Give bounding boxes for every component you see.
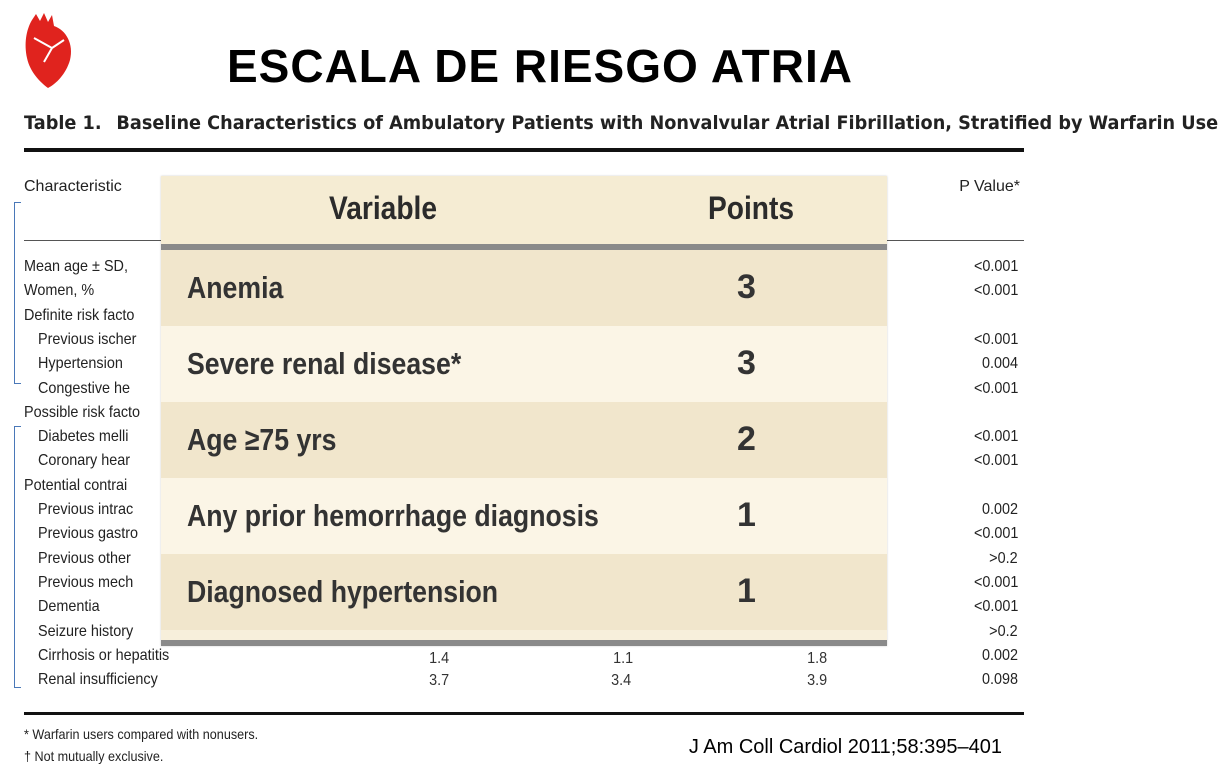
- bg-row-label: Hypertension: [38, 355, 123, 372]
- table-bottom-rule: [24, 712, 1024, 715]
- row-variable: Diagnosed hypertension: [187, 574, 499, 609]
- bracket-1: [14, 202, 21, 384]
- bg-row-label: Seizure history: [38, 623, 134, 640]
- bg-row-label: Renal insufficiency: [38, 671, 158, 688]
- bg-row-label: Previous ischer: [38, 331, 137, 348]
- bg-row-pvalue: <0.001: [973, 258, 1018, 275]
- bg-row-label: Definite risk facto: [24, 307, 135, 324]
- row-points: 3: [737, 344, 756, 382]
- cirrhosis-val-3: 1.8: [807, 650, 828, 667]
- bg-row-pvalue: <0.001: [973, 331, 1018, 348]
- atria-row: [161, 478, 887, 554]
- bg-row-label: Coronary hear: [38, 452, 131, 469]
- footnote-1: * Warfarin users compared with nonusers.: [24, 726, 259, 742]
- bg-row-pvalue: <0.001: [973, 428, 1018, 445]
- bg-row-label: Mean age ± SD,: [24, 258, 128, 275]
- bg-row-pvalue: <0.001: [973, 452, 1018, 469]
- bg-row-label: Dementia: [38, 598, 100, 615]
- row-points: 1: [737, 572, 756, 610]
- table-number: Table 1.: [24, 112, 102, 134]
- atria-row: [161, 326, 887, 402]
- bg-row-pvalue: 0.002: [981, 647, 1018, 664]
- citation: J Am Coll Cardiol 2011;58:395–401: [688, 736, 1002, 758]
- cirrhosis-val-1: 1.4: [429, 650, 450, 667]
- bg-row-label: Previous mech: [38, 574, 134, 591]
- bg-row-label: Previous intrac: [38, 501, 134, 518]
- renal-val-3: 3.9: [807, 672, 828, 689]
- bg-row-pvalue: 0.002: [981, 501, 1018, 518]
- bracket-2: [14, 426, 21, 688]
- bg-row-label: Cirrhosis or hepatitis: [38, 647, 170, 664]
- bg-row-label: Possible risk facto: [24, 404, 141, 421]
- row-variable: Any prior hemorrhage diagnosis: [187, 498, 599, 533]
- renal-val-1: 3.7: [429, 672, 450, 689]
- atria-table-header: [161, 176, 887, 250]
- atria-row: [161, 554, 887, 630]
- header-variable: Variable: [329, 190, 438, 226]
- bg-row-pvalue: 0.098: [981, 671, 1018, 688]
- atria-row: [161, 250, 887, 326]
- bg-row-pvalue: <0.001: [973, 574, 1018, 591]
- header-points: Points: [708, 190, 795, 226]
- row-variable: Anemia: [187, 270, 284, 305]
- slide-title: ESCALA DE RIESGO ATRIA: [227, 40, 853, 92]
- bg-row-label: Potential contrai: [24, 477, 128, 494]
- table-caption: [24, 112, 1218, 134]
- bg-row-label: Previous other: [38, 550, 131, 567]
- atria-table-bottom-rule: [161, 640, 887, 646]
- col-pvalue: P Value*: [959, 178, 1020, 195]
- table-caption-text: Baseline Characteristics of Ambulatory Patients with Nonvalvular Atrial Fibrillation, Stratified by Warfarin Use: [116, 112, 1218, 134]
- row-points: 1: [737, 496, 756, 534]
- bg-row-pvalue: <0.001: [973, 380, 1018, 397]
- atria-score-table: [161, 176, 887, 646]
- bg-row-pvalue: <0.001: [973, 525, 1018, 542]
- bg-row-label: Diabetes melli: [38, 428, 129, 445]
- atria-row: [161, 402, 887, 478]
- bg-row-pvalue: >0.2: [989, 550, 1018, 567]
- bg-row-pvalue: <0.001: [973, 282, 1018, 299]
- row-points: 2: [737, 420, 756, 458]
- bg-row-pvalue: >0.2: [989, 623, 1018, 640]
- bg-row-label: Women, %: [24, 282, 95, 299]
- row-points: 3: [737, 268, 756, 306]
- row-variable: Age ≥75 yrs: [187, 422, 337, 457]
- bg-row-label: Previous gastro: [38, 525, 139, 542]
- bg-row-label: Congestive he: [38, 380, 131, 397]
- bg-row-pvalue: <0.001: [973, 598, 1018, 615]
- row-variable: Severe renal disease*: [187, 346, 462, 381]
- col-characteristic: Characteristic: [24, 178, 122, 195]
- footnote-2: † Not mutually exclusive.: [24, 748, 164, 764]
- renal-val-2: 3.4: [611, 672, 632, 689]
- bg-row-pvalue: 0.004: [981, 355, 1018, 372]
- cirrhosis-val-2: 1.1: [613, 650, 634, 667]
- table-top-rule: [24, 148, 1024, 152]
